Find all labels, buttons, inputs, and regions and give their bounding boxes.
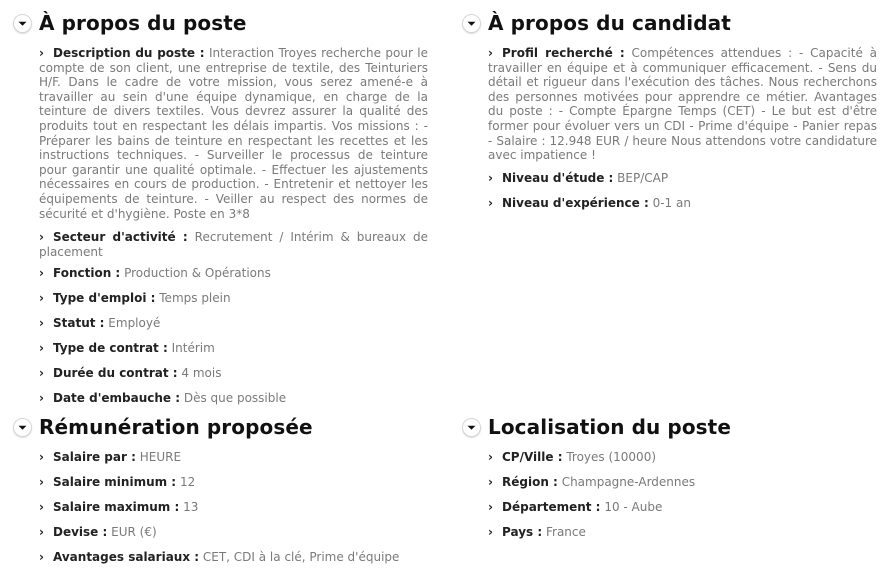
section-header[interactable] — [14, 412, 428, 442]
field-label: Durée du contrat : — [53, 366, 178, 381]
field-value: Production & Opérations — [124, 266, 271, 281]
field-label: Statut : — [53, 316, 105, 331]
section-title: Rémunération proposée — [39, 415, 313, 439]
chevron-right-icon: › — [39, 450, 44, 464]
field-postcode-city — [488, 450, 877, 475]
field-label: Salaire maximum : — [53, 500, 180, 514]
chevron-right-icon: › — [39, 266, 44, 281]
field-label: Région : — [502, 475, 558, 489]
field-label: Date d'embauche : — [53, 391, 181, 406]
field-value: 0-1 an — [652, 195, 691, 210]
field-label: CP/Ville : — [502, 450, 563, 464]
field-education-level — [488, 171, 877, 196]
section-header[interactable] — [463, 412, 877, 442]
chevron-down-icon[interactable] — [14, 419, 31, 436]
field-label: Niveau d'expérience : — [502, 195, 649, 210]
field-salary-benefits — [39, 550, 428, 575]
field-value: France — [545, 525, 586, 539]
field-label: Niveau d'étude : — [502, 170, 614, 185]
chevron-right-icon: › — [488, 475, 493, 489]
field-region — [488, 475, 877, 500]
chevron-right-icon: › — [39, 46, 44, 60]
chevron-right-icon: › — [39, 475, 44, 489]
field-value: Compétences attendues : - Capacité à travailler en équipe et à communiquer efficacement. - Sens du détail et rigueur dans l'exécution des tâches. Nous recherchons des personnes motivées pour apprendre ce métier. Avantages du poste : - Compte Épargne Temps (CET) - Le but est d'être former pour évoluer vers un CDI - Prime d'équipe - Panier repas - Salaire : 12.948 EUR / heure Nous attendons votre candidature avec impatience ! — [488, 46, 877, 163]
chevron-right-icon: › — [39, 316, 44, 331]
section-salary — [14, 412, 428, 575]
field-value: BEP/CAP — [617, 170, 669, 185]
field-label: Département : — [502, 500, 601, 514]
section-title: Localisation du poste — [488, 415, 732, 439]
field-country — [488, 525, 877, 550]
field-status — [39, 316, 428, 341]
field-employment-type — [39, 291, 428, 316]
field-value: 13 — [183, 500, 199, 514]
field-department — [488, 500, 877, 525]
field-label: Type de contrat : — [53, 341, 168, 356]
chevron-right-icon: › — [39, 366, 44, 381]
field-label: Pays : — [502, 525, 543, 539]
field-value: EUR (€) — [111, 525, 157, 539]
chevron-right-icon: › — [488, 525, 493, 539]
field-value: 4 mois — [181, 366, 222, 381]
chevron-down-icon[interactable] — [463, 15, 480, 32]
field-label: Description du poste : — [53, 46, 205, 60]
section-candidate-about — [463, 8, 877, 221]
chevron-right-icon: › — [488, 500, 493, 514]
section-header[interactable] — [463, 8, 877, 38]
field-salary-per — [39, 450, 428, 475]
field-value: 10 - Aube — [604, 500, 663, 514]
field-value: Intérim — [171, 341, 215, 356]
field-description — [14, 46, 428, 221]
section-job-about — [14, 8, 428, 416]
chevron-down-icon[interactable] — [463, 419, 480, 436]
chevron-right-icon: › — [488, 170, 493, 185]
field-value: Employé — [108, 316, 161, 331]
field-value: Recrutement / Intérim & bureaux de placement — [39, 230, 428, 259]
chevron-right-icon: › — [39, 291, 44, 306]
chevron-right-icon: › — [39, 525, 44, 539]
field-value: Interaction Troyes recherche pour le compte de son client, une entreprise de textile, des Teinturiers H/F. Dans le cadre de votre mission, vous serez amené-e à travailler au sein d'une équipe dynamique, en charge de la teinture de divers textiles. Vous devrez assurer la qualité des produits tout en respectant les délais impartis. Vos missions : - Préparer les bains de teinture en respectant les recettes et les instructions techniques. - Surveiller le processus de teinture pour garantir une qualité optimale. - Effectuer les ajustements nécessaires en cours de production. - Entretenir et nettoyer les équipements de teinture. - Veiller au respect des normes de sécurité et d'hygiène. Poste en 3*8 — [39, 46, 428, 221]
field-value: 12 — [179, 475, 196, 489]
field-value: CET, CDI à la clé, Prime d'équipe — [202, 550, 400, 564]
field-currency — [39, 525, 428, 550]
field-salary-min — [39, 475, 428, 500]
field-value: Dès que possible — [183, 391, 287, 406]
field-label: Profil recherché : — [502, 46, 625, 60]
chevron-right-icon: › — [39, 550, 44, 564]
field-label: Salaire par : — [53, 450, 136, 464]
chevron-right-icon: › — [39, 230, 44, 245]
field-label: Secteur d'activité : — [53, 230, 188, 245]
chevron-right-icon: › — [39, 341, 44, 356]
field-label: Salaire minimum : — [53, 475, 177, 489]
field-salary-max — [39, 500, 428, 525]
chevron-right-icon: › — [488, 450, 493, 464]
field-label: Fonction : — [53, 266, 121, 281]
field-value: HEURE — [139, 450, 182, 464]
chevron-right-icon: › — [488, 46, 493, 60]
chevron-down-icon[interactable] — [14, 15, 31, 32]
section-title: À propos du candidat — [488, 11, 731, 35]
chevron-right-icon: › — [39, 500, 44, 514]
field-experience-level — [488, 196, 877, 221]
field-sector — [14, 230, 428, 259]
field-value: Troyes (10000) — [566, 450, 657, 464]
chevron-right-icon: › — [488, 195, 493, 210]
field-function — [39, 266, 428, 291]
field-profile — [463, 46, 877, 163]
field-contract-duration — [39, 366, 428, 391]
section-title: À propos du poste — [39, 11, 247, 35]
field-value: Temps plein — [159, 291, 231, 306]
field-label: Devise : — [53, 525, 108, 539]
field-label: Avantages salariaux : — [53, 550, 200, 564]
section-location — [463, 412, 877, 550]
field-value: Champagne-Ardennes — [561, 475, 696, 489]
field-contract-type — [39, 341, 428, 366]
chevron-right-icon: › — [39, 391, 44, 406]
section-header[interactable] — [14, 8, 428, 38]
field-label: Type d'emploi : — [53, 291, 156, 306]
